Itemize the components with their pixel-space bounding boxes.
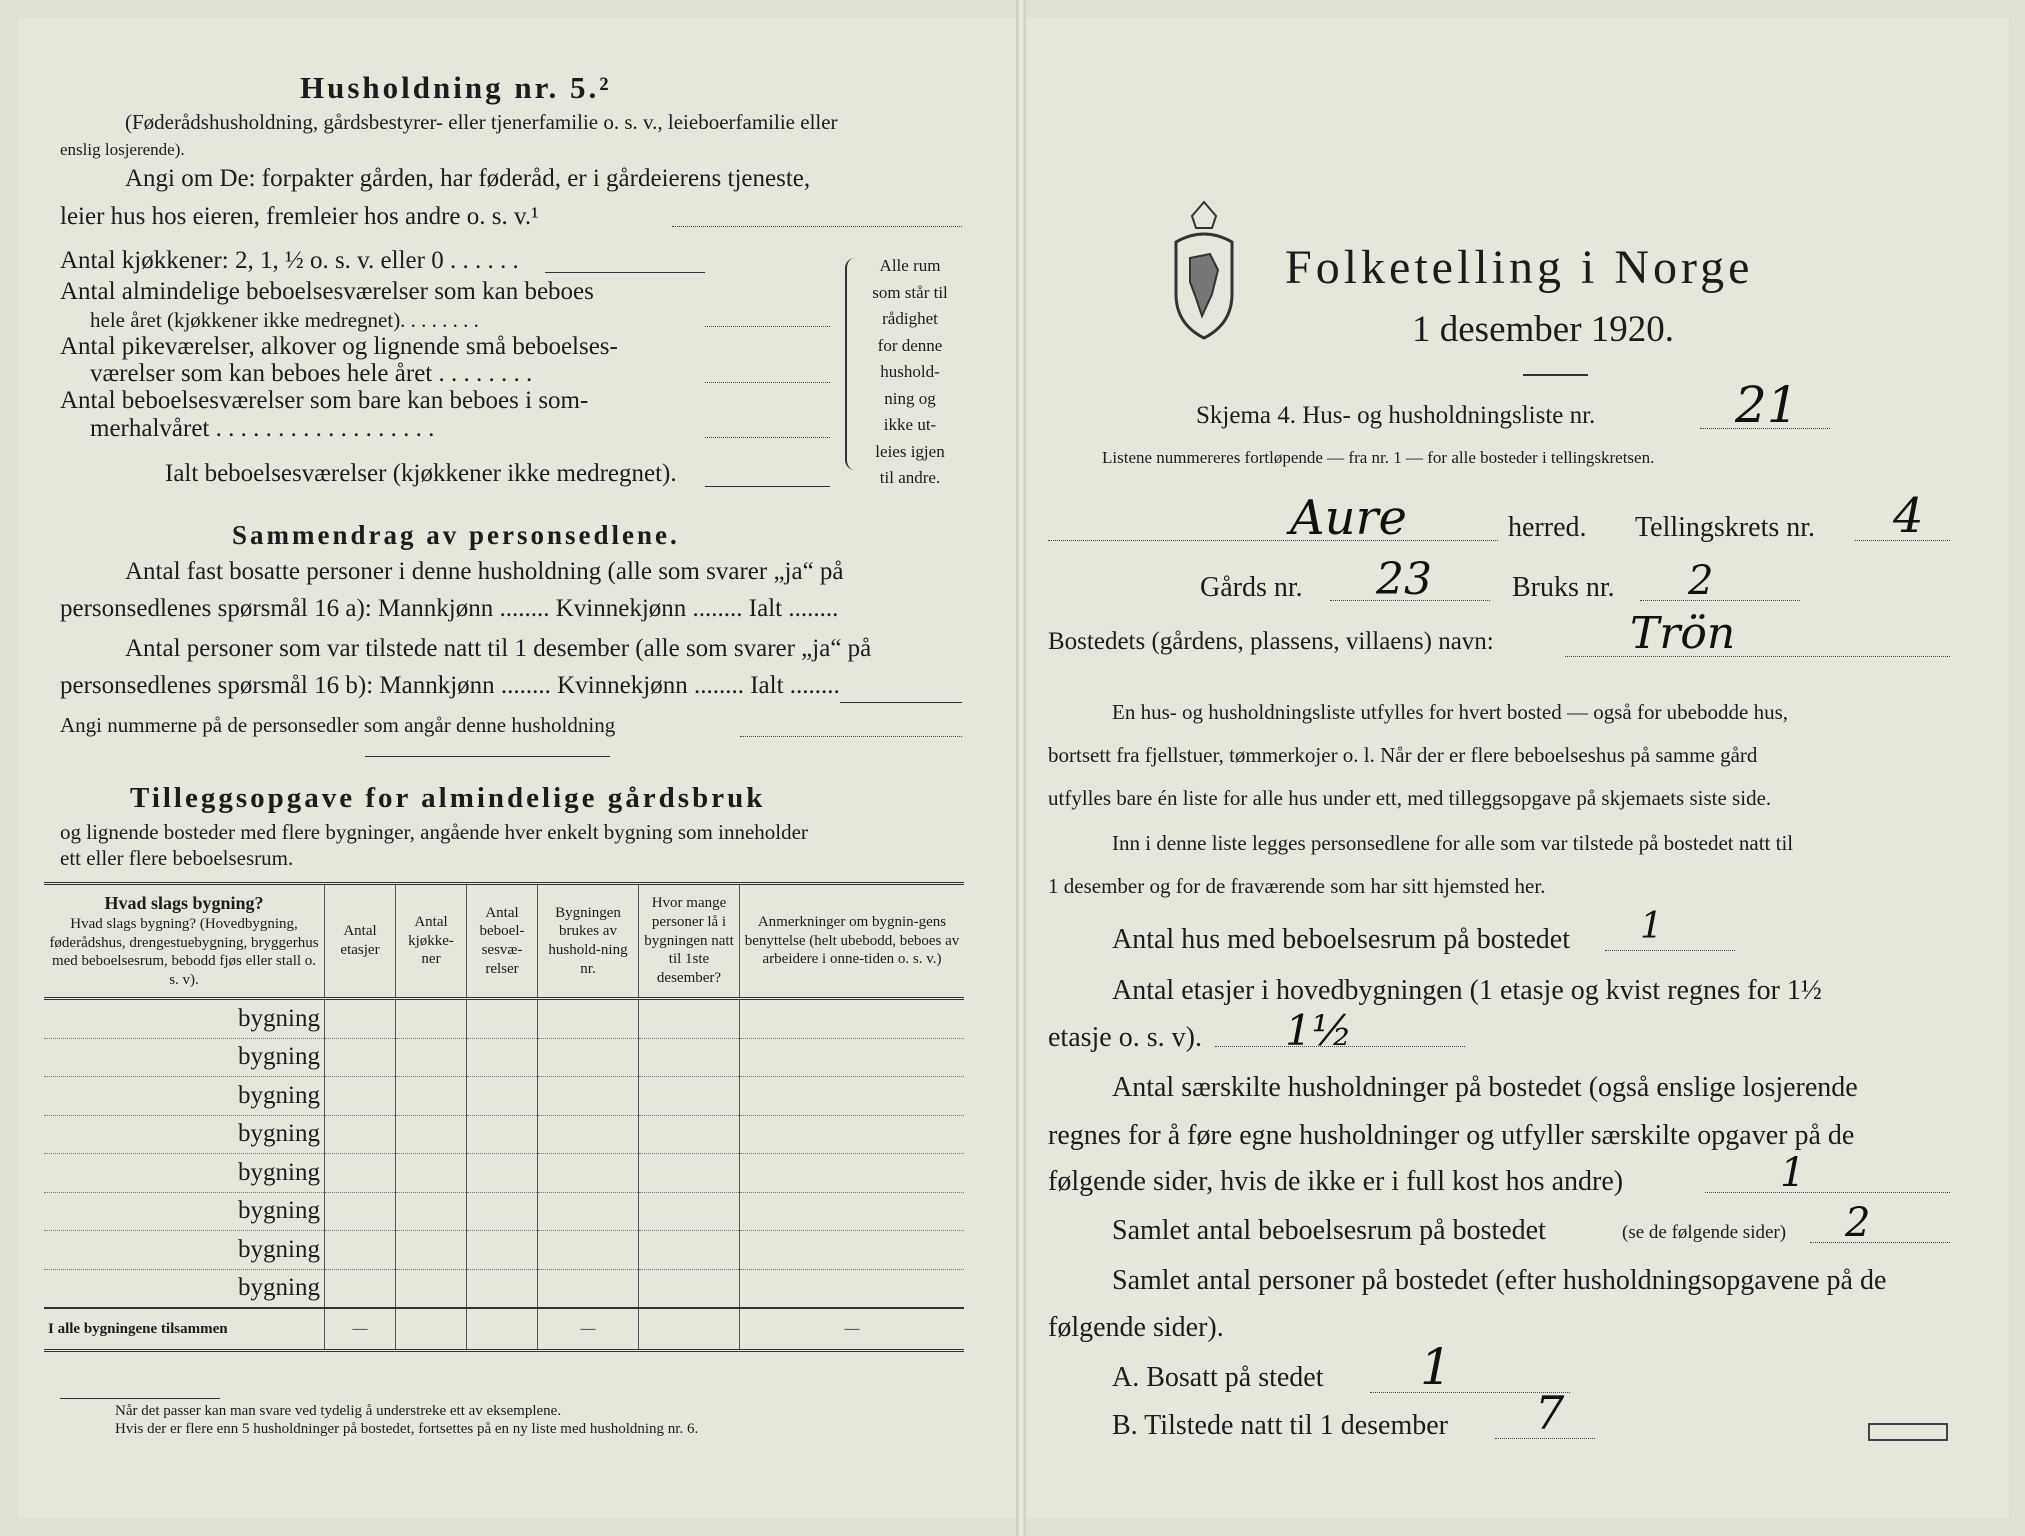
info-line-2: bortsett fra fjellstuer, tømmerkojer o. l. Når der er flere beboelseshus på samme gård xyxy=(1048,743,1758,767)
col-bygning: Hvad slags bygning? Hvad slags bygning? (Hovedbygning, føderådshus, drengestuebygning, bryggerhus med beboelsesrum, bebodd fjøs eller stall o. s. v). xyxy=(44,884,325,999)
note-line: til andre. xyxy=(879,468,941,487)
table-row xyxy=(44,1269,964,1308)
note-line: ikke ut- xyxy=(883,415,937,434)
tilstede-fill xyxy=(1495,1438,1595,1439)
note-line: hushold- xyxy=(880,362,940,381)
title-divider xyxy=(1523,374,1588,376)
row-label: bygning xyxy=(44,1192,325,1231)
angi-line-1: Angi om De: forpakter gården, har føderåd, er i gårdeierens tjeneste, xyxy=(125,165,811,192)
etasjer-line-1: Antal etasjer i hovedbygningen (1 etasje og kvist regnes for 1½ xyxy=(1112,975,1822,1006)
info-line-5: 1 desember og for de fraværende som har sitt hjemsted her. xyxy=(1048,874,1546,898)
herred-label: herred. xyxy=(1508,512,1587,543)
table-row xyxy=(44,1038,964,1077)
samlet-rum-note: (se de følgende sider) xyxy=(1622,1222,1787,1243)
footnote-rule xyxy=(60,1398,220,1399)
samlet-pers-line-2: følgende sider). xyxy=(1048,1312,1224,1343)
hus-value: 1 xyxy=(1640,906,1663,947)
note-line: leies igjen xyxy=(875,441,945,461)
rooms-small: Antal pikeværelser, alkover og lignende små beboelses- xyxy=(60,333,618,360)
row-label: bygning xyxy=(44,1269,325,1308)
skjema-value: 21 xyxy=(1735,376,1799,434)
bosatt-label: A. Bosatt på stedet xyxy=(1112,1362,1324,1393)
tilstede-label: B. Tilstede natt til 1 desember xyxy=(1112,1410,1448,1441)
rooms-summer: Antal beboelsesværelser som bare kan beboes i som- xyxy=(60,387,589,414)
tellingskrets-value: 4 xyxy=(1893,488,1924,544)
table-row xyxy=(44,1115,964,1154)
col-brukes-av: Bygningen brukes av hushold-ning nr. xyxy=(538,884,639,999)
sarskilte-value: 1 xyxy=(1780,1150,1806,1196)
summer-line xyxy=(705,437,830,438)
table-row xyxy=(44,1154,964,1193)
tillegg-line-1: og lignende bosteder med flere bygninger, angående hver enkelt bygning som inneholder xyxy=(60,820,808,844)
samlet-rum-label: Samlet antal beboelsesrum på bostedet xyxy=(1112,1215,1546,1246)
summary-line-1: Antal fast bosatte personer i denne husholdning (alle som svarer „ja“ på xyxy=(125,558,844,585)
printer-stamp-icon xyxy=(1868,1423,1948,1441)
col-kjokkener: Antal kjøkke-ner xyxy=(396,884,467,999)
bosted-value: Trön xyxy=(1630,608,1736,659)
household-heading: Husholdning nr. 5.² xyxy=(300,70,612,105)
note-line: rådighet xyxy=(882,309,938,328)
tillegg-heading: Tilleggsopgave for almindelige gårdsbruk xyxy=(130,782,766,814)
skjema-label: Skjema 4. Hus- og husholdningsliste nr. xyxy=(1196,402,1596,429)
table-row xyxy=(44,1077,964,1116)
summary-heading: Sammendrag av personsedlene. xyxy=(232,520,680,550)
row-label: bygning xyxy=(44,1077,325,1116)
sarskilte-line-1: Antal særskilte husholdninger på bostedet (også enslige losjerende xyxy=(1112,1072,1858,1103)
info-line-1: En hus- og husholdningsliste utfylles for hvert bosted — også for ubebodde hus, xyxy=(1112,700,1788,724)
rooms-note xyxy=(860,253,960,492)
gards-label: Gårds nr. xyxy=(1200,572,1303,603)
ordinary-line xyxy=(705,326,830,327)
hus-label: Antal hus med beboelsesrum på bostedet xyxy=(1112,924,1571,955)
summary-line-4: personsedlenes spørsmål 16 b): Mannkjønn ........ Kvinnekjønn ........ Ialt ........ xyxy=(60,672,840,699)
row-label: bygning xyxy=(44,1038,325,1077)
footnote-1: Når det passer kan man svare ved tydelig å understreke ett av eksemplene. xyxy=(115,1403,562,1419)
bruks-value: 2 xyxy=(1688,558,1714,604)
note-line: ning og xyxy=(884,388,936,408)
total-line xyxy=(705,486,830,487)
gards-value: 23 xyxy=(1376,554,1432,605)
sum-dash: — xyxy=(538,1308,639,1351)
sum-dash: — xyxy=(325,1308,396,1351)
angi-fill-line xyxy=(672,226,962,227)
small-line xyxy=(705,382,830,383)
herred-value: Aure xyxy=(1290,490,1407,546)
tellingskrets-line xyxy=(1855,540,1950,541)
col-beboelsesvaerelser: Antal beboel-sesvæ-relser xyxy=(467,884,538,999)
footnote-2: Hvis der er flere enn 5 husholdninger på bostedet, fortsettes på en ny liste med husholdning nr. 6. xyxy=(115,1421,699,1437)
sarskilte-fill xyxy=(1705,1192,1950,1193)
summary-divider xyxy=(365,756,610,757)
summary-line-3: Antal personer som var tilstede natt til 1 desember (alle som svarer „ja“ på xyxy=(125,635,872,662)
row-label: bygning xyxy=(44,1115,325,1154)
rooms-ordinary-2: hele året (kjøkkener ikke medregnet). . . . . . . . xyxy=(90,308,479,332)
tilstede-value: 7 xyxy=(1535,1386,1565,1440)
summary-line-5: Angi nummerne på de personsedler som angår denne husholdning xyxy=(60,713,616,737)
col-personer: Hvor mange personer lå i bygningen natt til 1ste desember? xyxy=(639,884,740,999)
bruks-line xyxy=(1640,600,1800,601)
intro-line-2: enslig losjerende). xyxy=(60,140,185,159)
etasjer-fill xyxy=(1215,1046,1465,1047)
tellingskrets-label: Tellingskrets nr. xyxy=(1635,512,1816,543)
note-line: for denne xyxy=(877,335,943,355)
row-label: bygning xyxy=(44,999,325,1039)
samlet-pers-line-1: Samlet antal personer på bostedet (efter husholdningsopgavene på de xyxy=(1112,1265,1887,1296)
table-header-row xyxy=(44,884,964,999)
bruks-label: Bruks nr. xyxy=(1512,572,1615,603)
sarskilte-line-3: følgende sider, hvis de ikke er i full kost hos andre) xyxy=(1048,1166,1624,1197)
table-row xyxy=(44,999,964,1039)
row-label: bygning xyxy=(44,1154,325,1193)
form-date: 1 desember 1920. xyxy=(1412,309,1675,350)
rooms-summer-2: merhalvåret . . . . . . . . . . . . . . . . . . xyxy=(90,415,435,442)
sum-row xyxy=(44,1308,964,1351)
table-row xyxy=(44,1192,964,1231)
bosted-label: Bostedets (gårdens, plassens, villaens) navn: xyxy=(1048,628,1494,655)
note-line: Alle rum xyxy=(879,256,941,275)
sum-label: I alle bygningene tilsammen xyxy=(44,1308,325,1351)
skjema-line xyxy=(1700,428,1830,429)
herred-line xyxy=(1048,540,1498,541)
sarskilte-line-2: regnes for å føre egne husholdninger og utfyller særskilte opgaver på de xyxy=(1048,1120,1855,1151)
summary-line-2: personsedlenes spørsmål 16 a): Mannkjønn ........ Kvinnekjønn ........ Ialt ........ xyxy=(60,595,839,622)
tillegg-line-2: ett eller flere beboelsesrum. xyxy=(60,846,294,870)
hus-line xyxy=(1605,950,1735,951)
sum-dash: — xyxy=(740,1308,965,1351)
row-label: bygning xyxy=(44,1231,325,1270)
angi-line-2: leier hus hos eieren, fremleier hos andre o. s. v.¹ xyxy=(60,203,539,230)
coat-of-arms-icon xyxy=(1162,198,1246,348)
info-line-4: Inn i denne liste legges personsedlene for alle som var tilstede på bostedet natt til xyxy=(1112,831,1794,855)
bosatt-value: 1 xyxy=(1420,1338,1452,1396)
listene-note: Listene nummereres fortløpende — fra nr. 1 — for alle bosteder i tellingskretsen. xyxy=(1102,448,1655,467)
rooms-total: Ialt beboelsesværelser (kjøkkener ikke medregnet). xyxy=(165,460,677,487)
col-anmerkninger: Anmerkninger om bygnin-gens benyttelse (helt ubebodd, beboes av arbeidere i onne-tiden o. s. v.) xyxy=(740,884,965,999)
form-title: Folketelling i Norge xyxy=(1285,241,1754,294)
samlet-rum-value: 2 xyxy=(1845,1200,1871,1246)
ialt-underline xyxy=(840,702,962,703)
etasjer-line-2: etasje o. s. v). xyxy=(1048,1022,1202,1053)
rooms-brace xyxy=(845,258,861,470)
kitchens-line xyxy=(545,272,705,273)
table-row xyxy=(44,1231,964,1270)
samlet-rum-fill xyxy=(1810,1242,1950,1243)
building-table xyxy=(44,882,964,1352)
gards-line xyxy=(1330,600,1490,601)
bosted-line xyxy=(1565,656,1950,657)
col-etasjer: Antal etasjer xyxy=(325,884,396,999)
rooms-small-2: værelser som kan beboes hele året . . . . . . . . xyxy=(90,360,533,387)
note-line: som står til xyxy=(872,282,948,302)
nummerne-line xyxy=(740,736,962,737)
rooms-kitchens: Antal kjøkkener: 2, 1, ½ o. s. v. eller 0 . . . . . . xyxy=(60,247,519,274)
etasjer-value: 1½ xyxy=(1285,1006,1353,1055)
info-line-3: utfylles bare én liste for alle hus under ett, med tilleggsopgave på skjemaets siste side. xyxy=(1048,786,1772,810)
intro-line-1: (Føderådshusholdning, gårdsbestyrer- eller tjenerfamilie o. s. v., leieboerfamilie eller xyxy=(125,110,838,134)
page-fold xyxy=(1016,0,1026,1536)
col-bygning-text: Hvad slags bygning? (Hovedbygning, føderådshus, drengestuebygning, bryggerhus med beboelsesrum, bebodd fjøs eller stall o. s. v). xyxy=(49,915,319,989)
rooms-ordinary: Antal almindelige beboelsesværelser som kan beboes xyxy=(60,278,594,305)
